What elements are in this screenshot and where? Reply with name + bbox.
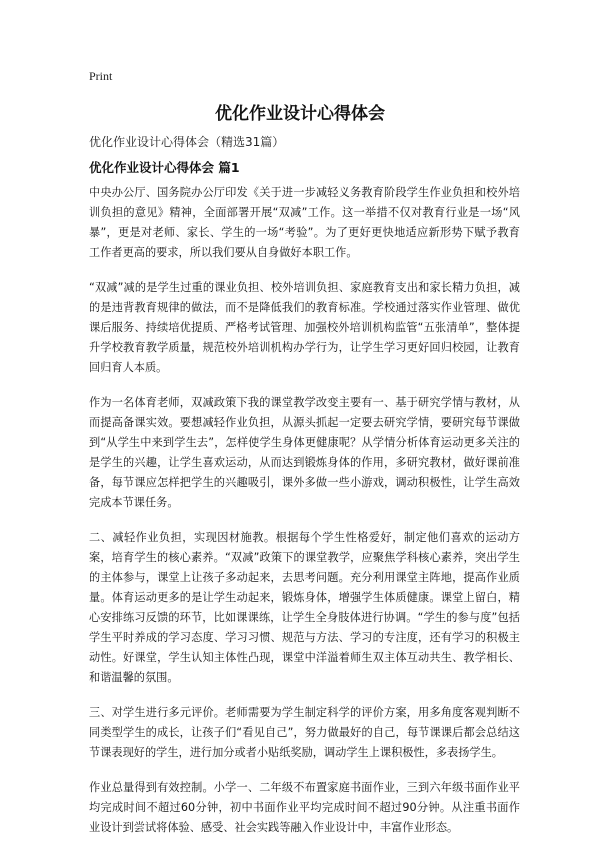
section-heading: 优化作业设计心得体会 篇1 <box>89 160 240 175</box>
paragraph-5: 三、对学生进行多元评价。老师需要为学生制定科学的评价方案，用多角度客观判断不同类型学生的成长，让孩子们“看见自己”，努力做最好的自己，每节课课后都会总结这节课表现好的学生，进行加分或者小贴纸奖励，调动学生上课积极性，多表扬学生。 <box>89 706 520 759</box>
paragraph-1: 中央办公厅、国务院办公厅印发《关于进一步减轻义务教育阶段学生作业负担和校外培训负担的意见》精神，全面部署开展“双减”工作。这一举措不仅对教育行业是一场“风暴”，更是对老师、家长、学生的一场“考验”。为了更好更快地适应新形势下赋予教育工作者更高的要求，所以我们要从自身做好本职工作。 <box>89 186 520 259</box>
paragraph-3: 作为一名体育老师，双减政策下我的课堂教学改变主要有一、基于研究学情与教材，从而提高备课实效。要想减轻作业负担，从源头抓起一定要去研究学情，要研究每节课做到“从学生中来到学生去”，怎样使学生身体更健康呢？从学情分析体育运动更多关注的是学生的兴趣，让学生喜欢运动，从而达到锻炼身体的作用，多研究教材，做好课前准备，每节课应怎样把学生的兴趣吸引，课外多做一些小游戏，调动积极性，让学生高效完成本节课任务。 <box>89 396 520 509</box>
print-link[interactable]: Print <box>89 69 113 83</box>
paragraph-2: “双减”减的是学生过重的课业负担、校外培训负担、家庭教育支出和家长精力负担，减的是违背教育规律的做法，而不是降低我们的教育标准。学校通过落实作业管理、做优课后服务、持续培优提质、严格考试管理、加强校外培训机构监管“五张清单”，整体提升学校教育教学质量，规范校外培训机构办学行为，让学生学习更好回归校园，让教育回归育人本质。 <box>89 281 520 374</box>
page-title: 优化作业设计心得体会 <box>215 104 385 124</box>
paragraph-6: 作业总量得到有效控制。小学一、二年级不布置家庭书面作业，三到六年级书面作业平均完成时间不超过60分钟，初中书面作业平均完成时间不超过90分钟。从注重书面作业设计到尝试将体验、感受、社会实践等融入作业设计中，丰富作业形态。 <box>89 781 520 834</box>
paragraph-4: 二、减轻作业负担，实现因材施教。根据每个学生性格爱好，制定他们喜欢的运动方案，培育学生的核心素养。“双减”政策下的课堂教学，应聚焦学科核心素养，突出学生的主体参与，课堂上让孩子多动起来，去思考问题。充分利用课堂主阵地，提高作业质量。体育运动更多的是让学生动起来，锻炼身体，增强学生体质健康。课堂上留白，精心安排练习反馈的环节，比如课课练，让学生全身肢体进行协调。“学生的参与度”包括学生平时养成的学习态度、学习习惯、规范与方法、学习的专注度，还有学习的积极主动性。好课堂，学生认知主体性凸现，课堂中洋溢着师生双主体互动共生、教学相长、和谐温馨的氛围。 <box>89 531 520 684</box>
document-subtitle: 优化作业设计心得体会（精选31篇） <box>89 135 285 149</box>
article-body <box>89 183 520 853</box>
